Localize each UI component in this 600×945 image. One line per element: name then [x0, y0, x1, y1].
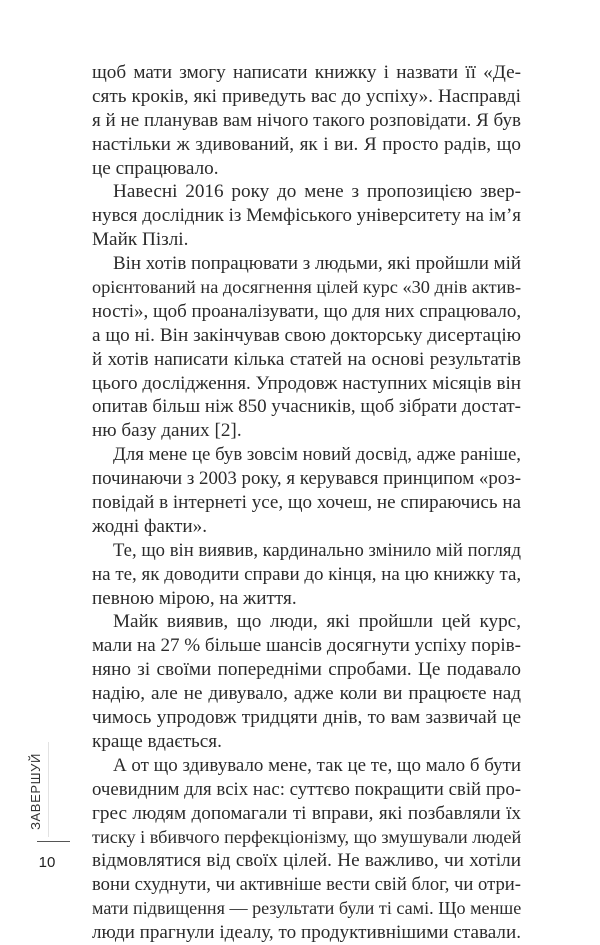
text-line: люди прагнули ідеалу, то продуктивнішими ставали.	[92, 922, 521, 944]
text-line: жодні факти».	[92, 515, 208, 537]
text-line: Майк виявив, що люди, які пройшли цей курс,	[113, 611, 521, 633]
running-head-divider	[37, 841, 70, 842]
text-line: опитав більш ніж 850 учасників, щоб зібрати достат-	[92, 396, 521, 418]
text-line: Для мене це був зовсім новий досвід, адже раніше,	[113, 444, 521, 466]
text-line: й хотів написати кілька статей на основі результатів	[92, 348, 521, 370]
text-line: грес людям допомагали ті вправи, які позбавляли їх	[92, 802, 521, 824]
text-line: повідай в інтернеті усе, що хочеш, не спираючись на	[92, 492, 521, 514]
text-line: відмовлятися від своїх цілей. Не важливо, чи хотіли	[92, 850, 521, 872]
text-line: краще вдається.	[92, 730, 222, 752]
text-line: чимось упродовж тридцяти днів, то вам зазвичай це	[92, 707, 521, 729]
text-line: Навесні 2016 року до мене з пропозицією звер-	[113, 181, 521, 203]
text-line: я й не планував вам нічого такого розповідати. Я був	[92, 109, 521, 131]
text-line: вони схуднути, чи активніше вести свій блог, чи отри-	[92, 874, 521, 896]
text-line: починаючи з 2003 року, я керувався принципом «роз-	[92, 468, 521, 490]
chapter-running-head	[24, 750, 46, 832]
text-line: тиску і вбивчого перфекціонізму, що змушували людей	[92, 826, 522, 847]
text-line: цього дослідження. Упродовж наступних місяців він	[92, 372, 522, 394]
running-head-vertical-rule	[48, 742, 49, 837]
text-line: Він хотів попрацювати з людьми, які пройшли мій	[113, 253, 522, 275]
text-line: це спрацювало.	[92, 157, 219, 179]
text-line: Майк Пізлі.	[92, 229, 189, 251]
page-number: 10	[38, 854, 56, 871]
body-text	[92, 61, 521, 945]
text-line: певною мірою, на життя.	[92, 587, 297, 609]
text-line: на те, як доводити справи до кінця, на цю книжку та,	[92, 563, 522, 585]
chapter-label: ЗАВЕРШУЙ	[27, 752, 43, 830]
text-line: сять кроків, які приведуть вас до успіху». Насправді	[92, 85, 521, 107]
text-line: щоб мати змогу написати книжку і назвати її «Де-	[92, 62, 521, 83]
text-line: а що ні. Він закінчував свою докторську дисертацію	[92, 324, 521, 346]
text-line: ності», щоб проаналізувати, що для них спрацювало,	[92, 300, 522, 322]
text-line: А от що здивувало мене, так це те, що мало б бути	[113, 754, 522, 776]
text-line: орієнтований на досягнення цілей курс «30 днів актив-	[92, 277, 522, 298]
text-line: няно зі своїми попередніми спробами. Це подавало	[92, 659, 521, 681]
text-line: настільки ж здивований, як і ви. Я просто радів, що	[92, 133, 521, 155]
text-line: ню базу даних [2].	[92, 420, 242, 442]
text-line: мали на 27 % більше шансів досягнути успіху порів-	[92, 635, 521, 657]
text-line: нувся дослідник із Мемфіського університету на ім’я	[92, 205, 521, 227]
text-line: Те, що він виявив, кардинально змінило мій погляд	[113, 539, 521, 561]
text-line: надію, але не дивувало, адже коли ви працюєте над	[92, 683, 521, 705]
text-line: мати підвищення — результати були ті самі. Що менше	[92, 898, 522, 919]
text-line: очевидним для всіх нас: суттєво покращити свій про-	[92, 778, 522, 800]
